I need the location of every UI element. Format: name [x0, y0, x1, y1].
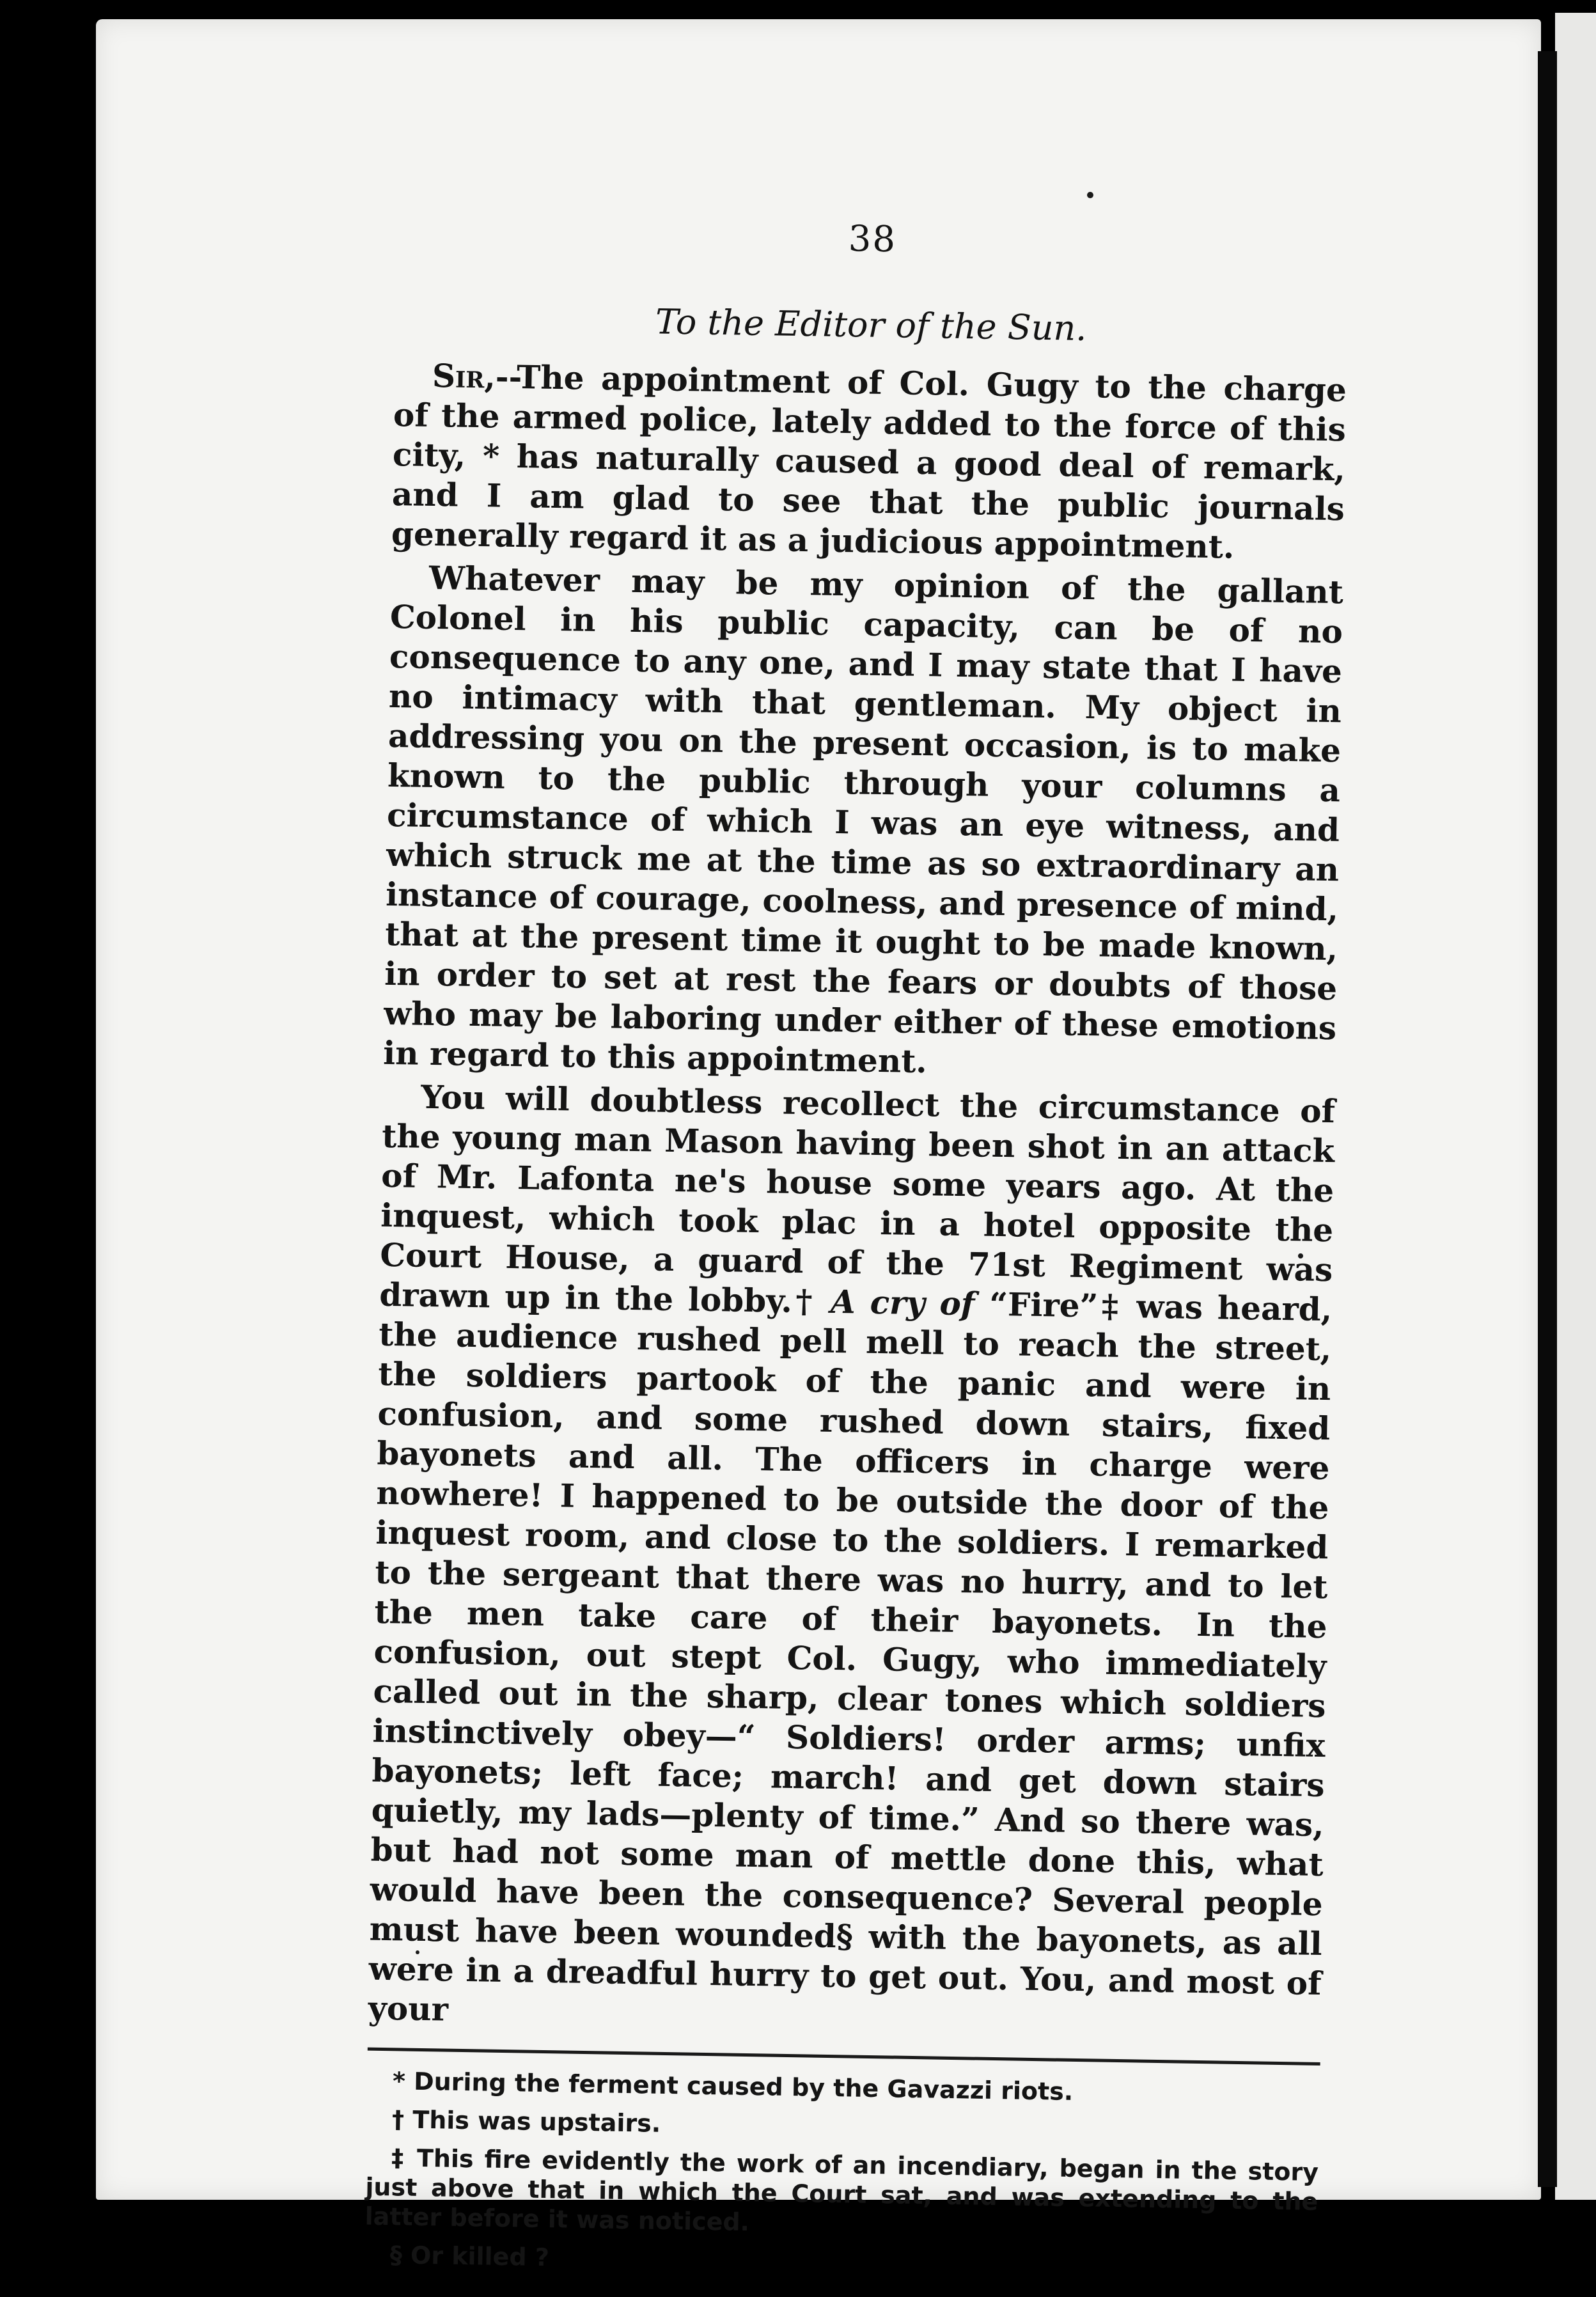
page-gutter-shadow — [1538, 51, 1557, 2187]
footnote-3: ‡ This fire evidently the work of an incendiary, began in the story just above that in which the Court sat, and was extending to the latter before it was noticed. — [364, 2144, 1319, 2237]
paragraph-1-text: --The appointment of Col. Gugy to the charge of the armed police, lately added to the force of this city, * has naturally caused a good deal of remark, and I am glad to see that the public journals generally regard it as a judicious appointment. — [391, 357, 1347, 566]
footnote-1: * During the ferment caused by the Gavazzi riots. — [392, 2067, 1074, 2106]
paragraph-3-italic: A cry of — [830, 1282, 975, 1323]
page-content — [364, 211, 1349, 2293]
footnote-4: § Or killed ? — [389, 2241, 550, 2272]
paragraph-3-text-before: You will doubtless recollect the circumstance of the young man Mason having been shot in an attack of Mr. Lafonta ne's house some years ago. At the inquest, which took plac in a hotel opposite the Court House, a guard of the 71st Regiment was drawn up in the lobby.† — [379, 1078, 1336, 1321]
page-number: 38 — [848, 218, 897, 261]
letter-heading: To the Editor of the Sun. — [655, 301, 1088, 349]
paragraph-2 — [383, 558, 1343, 1088]
ink-speck — [1087, 192, 1093, 198]
next-page-edge — [1555, 13, 1596, 2200]
paragraph-3-text-after: “Fire”‡ was heard, the audience rushed pell mell to reach the street, the soldiers partook of the panic and were in confusion, and some rushed down stairs, fixed bayonets and all. The officers in charge were nowhere! I happened to be outside the door of the inquest room, and close to the soldiers. I remarked to the sergeant that there was no hurry, and to let the men take care of their bayonets. In the confusion, out stept Col. Gugy, who immediately called out in the sharp, clear tones which soldiers instinctively obey—“ Soldiers! order arms; unfix bayonets; left face; march! and get down stairs quietly, my lads—plenty of time.” And so there was, but had not some man of mettle done this, what would have been the consequence? Several people must have been wounded§ with the bayonets, as all were in a dreadful hurry to get out. You, and most of your — [368, 1285, 1333, 2028]
paragraph-1 — [391, 356, 1347, 568]
footnote-2: † This was upstairs. — [391, 2105, 661, 2138]
paragraph-2-text: Whatever may be my opinion of the gallant Colonel in his public capacity, can be of no consequence to any one, and I may state that I have no intimacy with that gentleman. My object in addressing you on the present occasion, is to make known to the public through your columns a circumstance of which I was an eye witness, and which struck me at the time as so extraordinary an instance of courage, coolness, and presence of mind, that at the present time it ought to be made known, in order to set at rest the fears or doubts of those who may be laboring under either of these emotions in regard to this appointment. — [382, 558, 1344, 1081]
footnote-divider — [368, 2048, 1320, 2066]
paragraph-3 — [368, 1077, 1335, 2043]
salutation: Sir, — [432, 356, 496, 396]
